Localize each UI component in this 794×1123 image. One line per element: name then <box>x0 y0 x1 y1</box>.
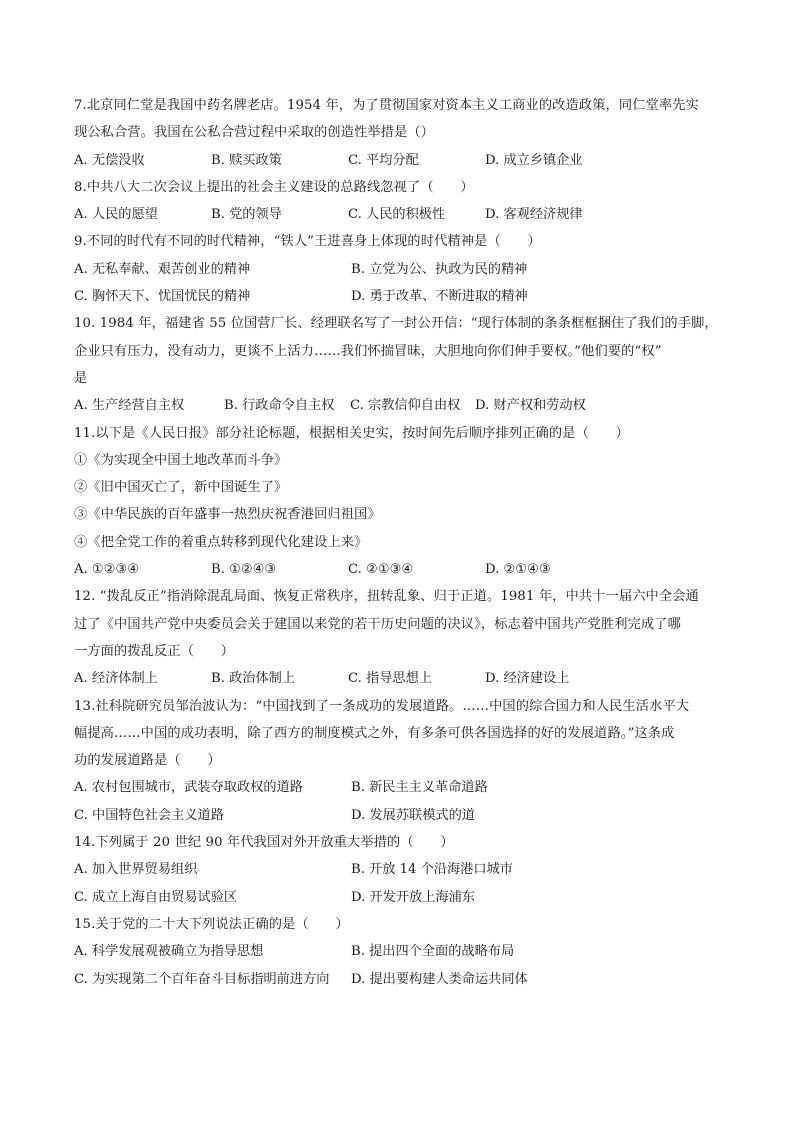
options-row <box>74 201 734 228</box>
question-text: 8.中共八大二次会议上提出的社会主义建设的总路线忽视了（ ） <box>74 179 474 195</box>
exam-page <box>74 92 734 993</box>
options-row <box>74 256 734 283</box>
option-c: C. 中国特色社会主义道路 <box>74 807 224 823</box>
option-d: D. 提出要构建人类命运共同体 <box>351 971 528 987</box>
option-c: C. 胸怀天下、忧国忧民的精神 <box>74 289 251 305</box>
option-a: A. 经济体制上 <box>74 671 158 687</box>
option-c: C. 指导思想上 <box>348 671 432 687</box>
question-text: 11.以下是《人民日报》部分社论标题，根据相关史实，按时间先后顺序排列正确的是（ ） <box>74 425 629 441</box>
option-d: D. 发展苏联模式的道 <box>351 807 475 823</box>
option-b: B. 党的领导 <box>211 207 282 223</box>
options-row <box>74 966 734 993</box>
question-text: 10. 1984 年，福建省 55 位国营厂长、经理联名写了一封公开信：“现行体制的条条框框捆住了我们的手脚， <box>74 316 718 332</box>
question-text: 一方面的拨乱反正（ ） <box>74 643 235 659</box>
option-a: A. 农村包围城市，武装夺取政权的道路 <box>74 780 303 796</box>
question-12 <box>74 583 734 692</box>
options-row <box>74 884 734 911</box>
question-14 <box>74 829 734 911</box>
option-a: A. 无私奉献、艰苦创业的精神 <box>74 261 251 277</box>
option-b: B. 行政命令自主权 <box>224 398 335 414</box>
option-c: C. 人民的积极性 <box>348 207 446 223</box>
option-c: C. 平均分配 <box>348 152 419 168</box>
question-7 <box>74 92 734 174</box>
option-b: B. 立党为公、执政为民的精神 <box>351 261 528 277</box>
statement-2: ②《旧中国灭亡了，新中国诞生了》 <box>74 480 288 496</box>
option-c: C. 成立上海自由贸易试验区 <box>74 889 238 905</box>
question-text: 现公私合营。我国在公私合营过程中采取的创造性举措是（） <box>74 125 435 141</box>
option-a: A. 加入世界贸易组织 <box>74 862 198 878</box>
question-text: 功的发展道路是（ ） <box>74 753 221 769</box>
option-b: B. ①②④③ <box>211 562 277 578</box>
option-b: B. 新民主主义革命道路 <box>351 780 488 796</box>
options-row <box>74 856 734 883</box>
question-text: 13.社科院研究员邹治波认为：“中国找到了一条成功的发展道路。……中国的综合国力和人民生活水平大 <box>74 698 690 714</box>
option-c: C. ②①③④ <box>348 562 414 578</box>
question-text: 幅提高……中国的成功表明，除了西方的制度模式之外，有多条可供各国选择的好的发展道路。”这条成 <box>74 725 675 741</box>
question-text: 14.下列属于 20 世纪 90 年代我国对外开放重大举措的（ ） <box>74 835 454 851</box>
question-text: 企业只有压力，没有动力，更谈不上活力……我们怀揣冒昧，大胆地向你们伸手要权。”他们要的“权” <box>74 343 662 359</box>
option-d: D. 财产权和劳动权 <box>475 398 586 414</box>
question-15 <box>74 911 734 993</box>
option-c: C. 为实现第二个百年奋斗目标指明前进方向 <box>74 971 330 987</box>
question-text: 9.不同的时代有不同的时代精神，“铁人”王进喜身上体现的时代精神是（ ） <box>74 234 541 250</box>
question-text: 过了《中国共产党中央委员会关于建国以来党的若干历史问题的决议》，标志着中国共产党胜利完成了哪 <box>74 616 681 632</box>
option-c: C. 宗教信仰自由权 <box>350 398 461 414</box>
options-row <box>74 283 734 310</box>
question-text: 7.北京同仁堂是我国中药名牌老店。1954 年，为了贯彻国家对资本主义工商业的改造政策，同仁堂率先实 <box>74 98 699 113</box>
options-row <box>74 556 734 583</box>
option-d: D. 开发开放上海浦东 <box>351 889 475 905</box>
option-b: B. 政治体制上 <box>211 671 296 687</box>
option-d: D. 成立乡镇企业 <box>485 152 583 168</box>
options-row <box>74 938 734 965</box>
option-d: D. 勇于改革、不断进取的精神 <box>351 289 528 305</box>
question-text: 15.关于党的二十大下列说法正确的是（ ） <box>74 916 349 932</box>
question-9 <box>74 228 734 310</box>
options-row <box>74 147 734 174</box>
question-text: 12. “拨乱反正”指消除混乱局面、恢复正常秩序，扭转乱象、归于正道。1981 年，中共十一届六中全会通 <box>74 589 699 605</box>
option-d: D. 经济建设上 <box>485 671 570 687</box>
statement-3: ③《中华民族的百年盛事一热烈庆祝香港回归祖国》 <box>74 507 381 523</box>
option-d: D. 客观经济规律 <box>485 207 583 223</box>
option-a: A. 生产经营自主权 <box>74 398 185 414</box>
statement-4: ④《把全党工作的着重点转移到现代化建设上来》 <box>74 534 368 550</box>
options-row <box>74 802 734 829</box>
option-b: B. 赎买政策 <box>211 152 282 168</box>
statement-1: ①《为实现全中国土地改革而斗争》 <box>74 452 288 468</box>
question-11 <box>74 420 734 584</box>
question-10 <box>74 310 734 419</box>
question-8 <box>74 174 734 229</box>
question-text: 是 <box>74 370 88 386</box>
option-a: A. 无偿没收 <box>74 152 145 168</box>
option-a: A. 人民的愿望 <box>74 207 158 223</box>
option-b: B. 开放 14 个沿海港口城市 <box>351 862 513 878</box>
option-a: A. ①②③④ <box>74 562 140 578</box>
question-13 <box>74 693 734 829</box>
option-a: A. 科学发展观被确立为指导思想 <box>74 944 264 960</box>
option-b: B. 提出四个全面的战略布局 <box>351 944 515 960</box>
options-row <box>74 392 734 419</box>
options-row <box>74 774 734 801</box>
option-d: D. ②①④③ <box>485 562 551 578</box>
options-row <box>74 665 734 692</box>
